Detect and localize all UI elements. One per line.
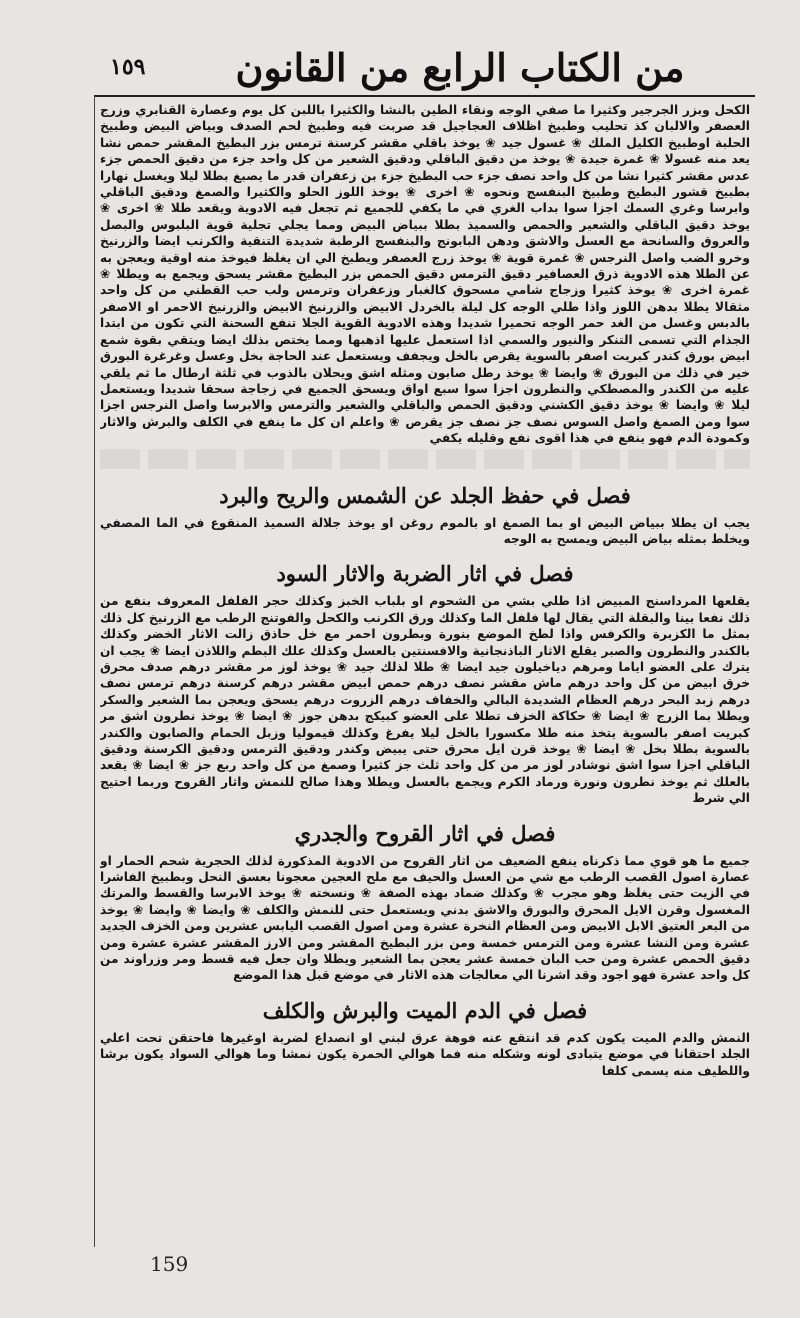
section-text-skin-protection: يجب ان يطلا ببياض البيض او بما الصمغ او بالموم روغن او يوخذ جلالة السميذ المنقوع في الما المصفي ويخلط بمثله بياض البيض ويمسح به الوجه xyxy=(100,515,750,546)
page-number-bottom: 159 xyxy=(150,1252,189,1276)
section-title-dead-blood-freckles: فصل في الدم الميت والبرش والكلف xyxy=(262,997,588,1023)
section-title-ulcer-smallpox-marks: فصل في اثار القروح والجدري xyxy=(294,820,556,846)
section-title-bruise-marks: فصل في اثار الضربة والاثار السود xyxy=(276,561,574,587)
section-text-dead-blood-freckles: النمش والدم الميت يكون كدم قد انتقع عنه فوهة عرق لبني او انصداع لضربة اوغيرها فاحتقن تحت اعلي الجلد احتقانا في موضع يتبادى لونه وشكله منه فما هوالي الحمرة يكون نمشا وما هوالي السواد يكون برشا واللطيف منه يسمى كلفا xyxy=(100,1030,750,1078)
running-head-title: من الكتاب الرابع من القانون xyxy=(235,45,685,90)
faded-bleedthrough-line xyxy=(100,449,750,469)
section-title-skin-protection: فصل في حفظ الجلد عن الشمس والريح والبرد xyxy=(219,482,631,508)
page-number-top: ١٥٩ xyxy=(110,54,146,80)
page-header xyxy=(70,40,760,100)
section-text-bruise-marks: يقلعها المرداسنج المبيض اذا طلي بشي من الشحوم او بلباب الخبز وكذلك حجر الفلفل المعروف بنفع من ذلك نفعا بينا والبقلة التي يقال لها فلفل الما وكذلك ورق الكرنب والكحل والفوتنج الرطب مع الزرنيخ كل ذلك بمثل ما الكزبرة والكرفس واذا لطخ الموضع بنورة وبطرون احمر مع خل حاذق زالت الاثار الخضر وكذلك بالكندر والنطرون والصبر يقلع الاثار الباذنجانية والافسنتين بالعسل وكذلك علك البطم واللاذن ايضا ❀ يجب ان يترك على العضو اياما ومرهم دياخيلون جيد ايضا ❀ طلا لذلك جيد ❀ يوخذ لوز مر مقشر درهم صدف محرق خرق ابيض من كل واحد درهم ماش مقشر نصف درهم حمص ابيض مقشر درهم كرسنة درهم ترمس نصف درهم زبد البحر درهم العظام الشديدة البالي والخفاف درهم الزروت درهم يسحق ويعجن بما الشعير والسكر ويطلا بما الزرج ❀ ايضا ❀ حكاكة الخزف تطلا على العضو كبيكج بدهن جوز ❀ ايضا ❀ يوخذ نطرون اشق مر كبريت اصفر بالسوية يتخذ منه طلا مكسورا بالخل ليلا يفرغ وكذلك قيموليا وزبل الحمام والصابون والكندر بالسوية بطلا بخل ❀ ايضا ❀ يوخذ قرن ايل محرق حتى يبيض وكندر ودقيق الترمس ودقيق الكرسنة ودقيق الباقلي اجزا سوا اشق نوشادر لوز مر من كل واحد ثلث جز كثيرا وصمغ من كل واحد ربع جز ❀ ايضا ❀ يقعد بالعلك ثم يوخذ نطرون ونورة ورماد الكرم ويجمع بالعسل ويطلا وهذا صالح للنمش واثار القروح وربما احتيج الي شرط xyxy=(100,594,750,806)
intro-paragraph: الكحل وبزر الجرجير وكثيرا ما صفي الوجه ونقاء الطين بالنشا والكثيرا باللبن كل يوم وعصارة القنابري وزرج العصفر والالبان كذ تحليب وطبيخ اظلاف العجاجيل قد صربت فيه وطبيخ لحم الصدف وبياض البيض وطبيخ الحلبة اوطبيخ الكليل الملك ❀ غسول جيد ❀ يوخذ باقلي مقشر كرسنة ترمس بزر البطيخ المقشر حمص نشا يعد منه غسولا ❀ غمرة جيدة ❀ يوخذ من دقيق الباقلي ودقيق الشعير من كل واحد جزء من دقيق الحمص جزء عدس مقشر كثيرا نشا من كل واحد نصف جزء حب البطيخ جزء بن زعفران قدر ما يصبغ بطلا ليلا ويغسل نهارا بطبيخ قشور البطيخ وطبيخ البنفسج ونحوه ❀ اخرى ❀ يوخذ اللوز الحلو والكثيرا والصمغ ودقيق الباقلي وابرسا وغري السمك اجزا سوا بداب الغري في ما يكفي للجميع ثم تجعل فيه الادوية ويقعد طلا ❀ اخرى ❀ يوخذ دقيق الباقلي والشعير والحمص والسميذ بطلا ببياض البيض ومما يجلي تجلية قوية البلبوس والبصل والعروق والسانحة مع العسل والاشق ودهن البابونج والبنفسج الرطبة شديدة التنقية والكرنب ايضا والزرنيخ وخرو الضب واصل النرجس ❀ غمرة قوية ❀ يوخذ زرج العصفر ويطبخ الي ان يغلظ فيوخذ منه اوقية ويعجن به عن الطلا هذه الادوية ذرق العصافير دقيق الترمس دقيق الحمص بزر البطيخ مقشر يسحق ويجمع به ويطلا ❀ غمرة اخرى ❀ يوخذ كثيرا وزجاج شامي مسحوق كالغبار وزعفران وترمس ولب حب القطني من كل واحد مثقالا يطلا بدهن اللوز واذا طلي الوجه كل ليلة بالخردل الابيض والزرنيخ الابيض والزرنيخ الاحمر او الاصفر بالدبس وغسل من الغد حمر الوجه تحميرا شديدا وهذه الادوية القوية الجلا تنفع السحنة التي تكون من ابتدا الجذام التي تسمى التنكر والنيور والسمي اذا استعمل عليها اذهبها ومما يختص بذلك ايضا ويتقي بقوة شمع ابيض بورق كندر كبريت اصفر بالسوية يقرص بالخل ويجفف ويستعمل عند الحاجة بخل وعسل وغرغرة البورق خير في ذلك من البورق ❀ وايضا ❀ يوخذ رطل صابون ومثله اشق ويحلان بالذوب في ثلثة ارطال ما ثم يلقي عليه من الكندر والمصطكي والنطرون اجزا سوا سبع اواق ويسحق الجميع في زجاجة سحقا شديدا ويستعمل ليلا ❀ وايضا ❀ يوخذ دقيق الكشني ودقيق الحمص والباقلي والشعير والترمس والابرسا واصل النرجس اجزا سوا ومن الصمغ واصل السوس نصف جز نصف جز يقرص ❀ واعلم ان كل ما ينفع في الكلف والبرش والاثار وكمودة الدم فهو ينفع في هذا اقوى نفع وقليله يكفي xyxy=(100,103,750,446)
main-text-block xyxy=(100,102,750,1222)
section-text-ulcer-smallpox-marks: جميع ما هو قوي مما ذكرناه ينفع الضعيف من اثار القروح من الادوية المذكورة لذلك الحجرية شحم الحمار او عصارة اصول القصب الرطب مع شي من العسل والحيف مع ملح العجين معجونا بعسق النحل وبطبيخ الفاشرا في الزيت حتى يغلظ وهو مجرب ❀ وكذلك ضماد بهذه الصفة ❀ ونسخته ❀ يوخذ الابرسا والقسط والمرتك المغسول وقرن الايل المحرق والبورق والاشق بدني ويستعمل حتى للنمش والكلف ❀ وايضا ❀ وايضا ❀ يوخذ من البعر العتيق الابل الابيض ومن العظام النخرة عشرة ومن اصول القصب اليابس عشرين ومن الخزف الجديد عشرة ومن النشا عشرة ومن الترمس خمسة ومن بزر البطيخ المقشر ومن الارز المقشر عشرة عشرة ومن دقيق الحمص عشرة ومن حب البان خمسة عشر يعجن بما الشعير ويطلا وان جعل فيه قسط ومر وزراوند من كل واحد عشرة فهو اجود وقد اشرنا الي معالجات هذه الاثار في موضع قبل هذا الموضع xyxy=(100,853,750,983)
